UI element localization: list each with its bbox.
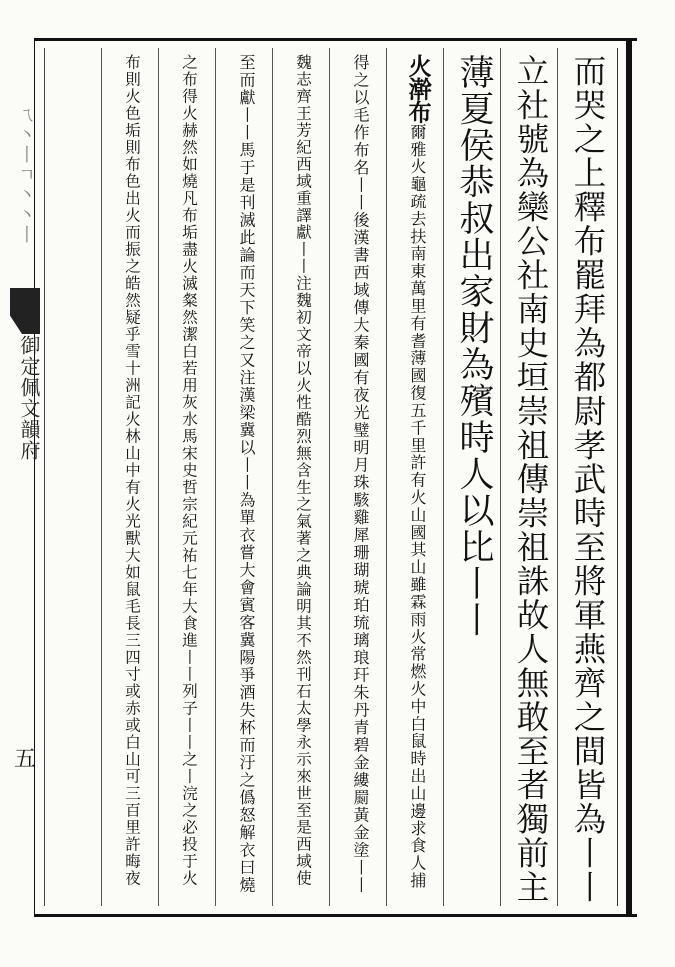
entry-text: 爾雅火龜疏去扶南東萬里有耆薄國復五千里許有火山國其山雖霖雨火常燃火中白鼠時出山邊求食人捕: [408, 123, 427, 890]
page-number: 五: [13, 747, 36, 772]
text-column-8: 之布得火赫然如燒凡布垢盡火滅粲然潔白若用灰水馬宋史哲宗紀元祐七年大食進丨丨列子丨丨之丨浣之必投于火: [180, 54, 198, 887]
text-column-3: 薄夏侯恭叔出家財為殯時人以比丨丨: [454, 54, 494, 638]
frame-top-border: [34, 38, 637, 41]
text-column-5: 得之以毛作布名丨丨後漢書西域傳大秦國有夜光璧明月珠駭雞犀珊瑚琥珀琉璃琅玕朱丹青碧金縷罽黃金塗丨丨: [351, 54, 370, 894]
spine-book-title: 御定佩文韻府: [17, 335, 41, 461]
spine-rule-inner: [44, 48, 45, 906]
frame-right-border: [626, 38, 632, 917]
text-column-7: 至而獻丨丨馬于是刊滅此論而天下笑之又注漢梁冀以丨丨為單衣嘗大會賓客冀陽爭酒失杯而汙之僞怒解衣曰燒: [237, 54, 256, 894]
text-column-1: 而哭之上釋布罷拜為都尉孝武時至將軍燕齊之間皆為丨丨: [569, 54, 607, 904]
entry-heading: 火澣布: [404, 54, 431, 124]
text-column-9: 布則火色垢則布色出火而振之皓然疑乎雪十洲記火林山中有火光獸大如鼠毛長三四寸或赤或白山可三百里許晦夜: [123, 54, 141, 887]
column-rule: [101, 48, 102, 906]
frame-inner-rule: [617, 48, 618, 906]
spine-faint-marks: ㄟ丶丨ㄱ丶丶丨: [15, 105, 36, 245]
text-column-4: [389, 54, 445, 889]
fishtail-mark-icon: [10, 288, 40, 334]
frame-bottom-border: [34, 914, 637, 917]
text-column-2: 立社號為欒公社南史垣崇祖傳崇祖誅故人無敢至者獨前主: [512, 54, 550, 904]
text-column-6: 魏志齊王芳紀西域重譯獻丨丨注魏初文帝以火性酷烈無含生之氣著之典論明其不然刊石太學永示來世至是西域使: [294, 54, 312, 887]
